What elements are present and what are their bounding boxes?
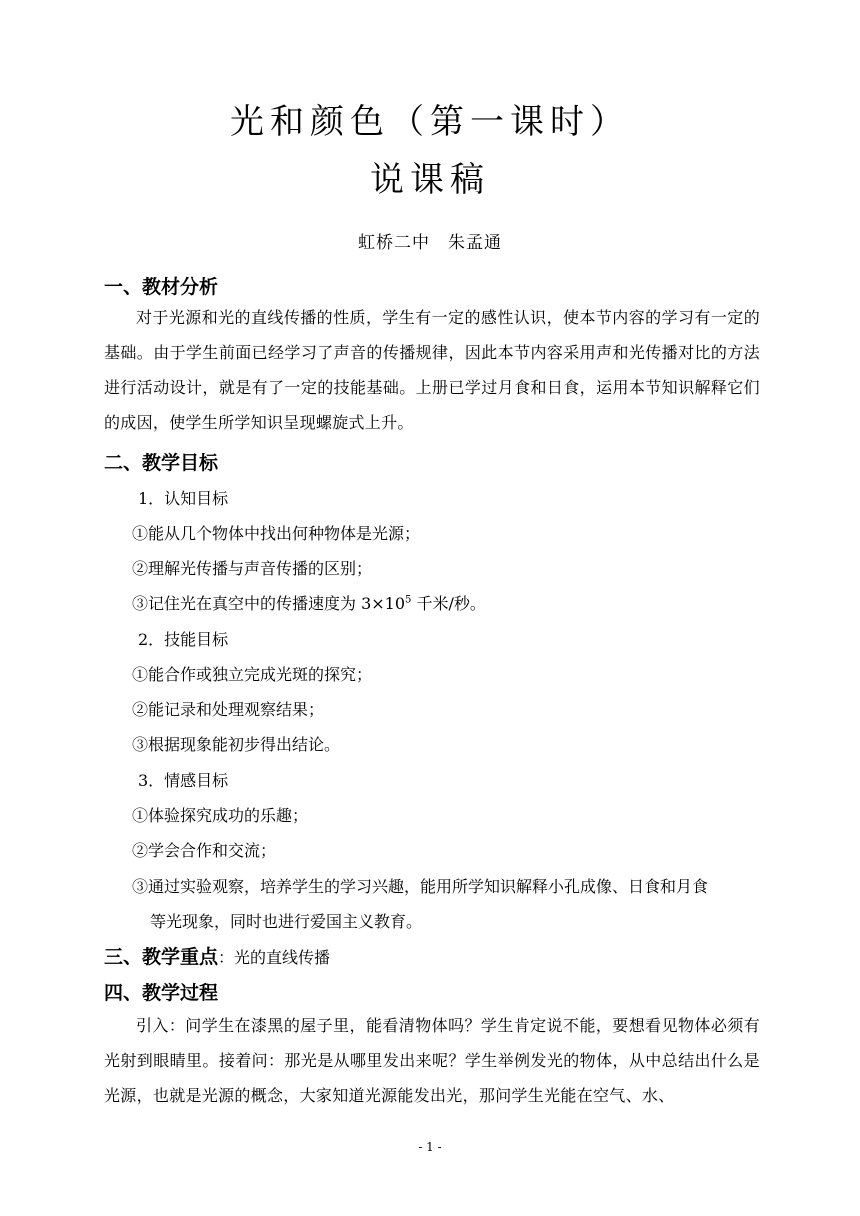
keypoint-label: 三、教学重点 [104,946,219,968]
goal-item: ①能从几个物体中找出何种物体是光源； [132,524,421,543]
goal-item-continuation: 等光现象，同时也进行爱国主义教育。 [150,912,423,931]
goal-item-speed-prefix: ③记住光在真空中的传播速度为 3×10 [132,594,406,613]
goal-item: ③根据现象能初步得出结论。 [132,735,341,754]
goal-item-speed [132,591,486,614]
goal-emotion-title: 3．情感目标 [138,771,229,790]
goal-item-speed-suffix: 千米/秒。 [411,594,486,613]
goal-skill-title: 2．技能目标 [138,630,229,649]
goal-item: ①能合作或独立完成光斑的探究； [132,665,373,684]
section-heading-keypoint [104,942,330,969]
materials-paragraph: 对于光源和光的直线传播的性质，学生有一定的感性认识，使本节内容的学习有一定的基础。由于学生前面已经学习了声音的传播规律，因此本节内容采用声和光传播对比的方法进行活动设计，就是有了一定的技能基础。上册已学过月食和日食，运用本节知识解释它们的成因，使学生所学知识呈现螺旋式上升。 [104,308,760,432]
document-subtitle: 说课稿 [370,160,490,200]
goal-cognitive-title: 1．认知目标 [138,489,229,508]
goal-item: ①体验探究成功的乐趣； [132,806,309,825]
author-line: 虹桥二中 朱孟通 [358,233,502,253]
goal-item: ②能记录和处理观察结果； [132,700,325,719]
document-title: 光和颜色（第一课时） [230,102,630,142]
page-number: - 1 - [418,1140,442,1154]
section-heading-process: 四、教学过程 [104,982,219,1004]
process-paragraph: 引入：问学生在漆黑的屋子里，能看清物体吗？学生肯定说不能，要想看见物体必须有光射到眼睛里。接着问：那光是从哪里发出来呢？学生举例发光的物体，从中总结出什么是光源，也就是光源的概念，大家知道光源能发出光，那问学生光能在空气、水、 [104,1016,760,1105]
goal-item: ③通过实验观察，培养学生的学习兴趣，能用所学知识解释小孔成像、日食和月食 [132,877,709,896]
keypoint-text: ：光的直线传播 [218,948,331,967]
section-heading-goals: 二、教学目标 [104,452,219,474]
exponent: 5 [405,594,412,606]
goal-item: ②理解光传播与声音传播的区别； [132,559,373,578]
goal-item: ②学会合作和交流； [132,841,277,860]
section-heading-materials: 一、教材分析 [104,276,219,298]
